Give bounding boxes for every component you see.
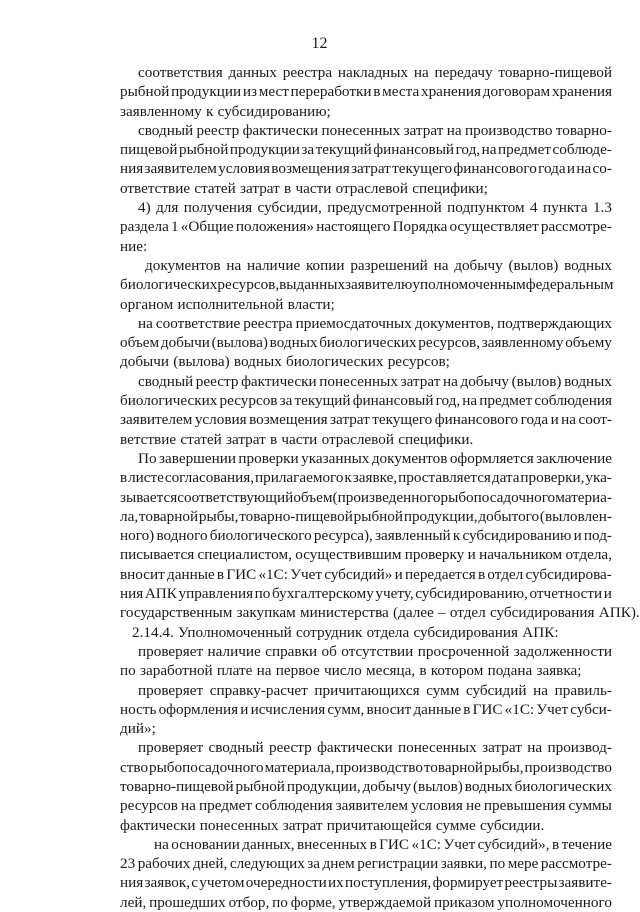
text-line: По завершении проверки указанных документов оформляется заключение (138, 449, 612, 467)
text-line: сводный реестр фактически понесенных затрат на добычу (вылов) водных (138, 372, 612, 390)
text-line: ла, товарной рыбы, товарно-пищевой рыбной продукции, добытого (выловлен- (120, 507, 612, 525)
text-line: заявленному к субсидированию; (120, 102, 331, 120)
text-line: ния заявок, с учетом очередности их поступления, формирует реестры заявите- (120, 874, 612, 892)
text-line: писывается специалистом, осуществившим проверку и начальником отдела, (120, 546, 612, 564)
text-line: 4) для получения субсидии, предусмотренной подпунктом 4 пункта 1.3 (138, 199, 612, 217)
text-line: биологических ресурсов за текущий финансовый год, на предмет соблюдения (120, 392, 612, 410)
text-line: проверяет справку-расчет причитающихся сумм субсидий на правиль- (138, 681, 612, 699)
text-line: по заработной плате на первое число месяца, в котором подана заявка; (120, 662, 582, 680)
text-line: биологических ресурсов, выданных заявителю уполномоченным федеральным (120, 276, 614, 294)
text-line: зывается соответствующий объем (произведенного рыбопосадочного материа- (120, 488, 612, 506)
page-number: 12 (311, 35, 328, 52)
text-line: ресурсов на предмет соблюдения заявителем условия не превышения суммы (120, 797, 612, 815)
document-body (120, 63, 640, 912)
text-line: соответствия данных реестра накладных на передачу товарно-пищевой (138, 64, 612, 81)
text-line: на соответствие реестра приемосдаточных документов, подтверждающих (138, 314, 612, 332)
text-line: добычи (вылова) водных биологических ресурсов; (120, 353, 450, 371)
text-line: заявителем условия возмещения затрат текущего финансового года и на соот- (120, 411, 612, 429)
text-line: товарно-пищевой рыбной продукции, добычу (вылов) водных биологических (120, 777, 612, 795)
text-line: 2.14.4. Уполномоченный сотрудник отдела субсидирования АПК: (132, 623, 559, 641)
text-line: документов на наличие копии разрешений на добычу (вылов) водных (145, 256, 612, 274)
text-line: ответствие статей затрат в части отраслевой специфики; (120, 179, 488, 197)
text-line: дий»; (120, 720, 156, 738)
text-line: проверяет сводный реестр фактически понесенных затрат на производ- (138, 739, 612, 757)
text-line: проверяет наличие справки об отсутствии просроченной задолженности (138, 642, 612, 660)
text-line: объем добычи (вылова) водных биологических ресурсов, заявленному объему (120, 334, 612, 352)
text-line: сводный реестр фактически понесенных затрат на производство товарно- (138, 121, 612, 139)
text-line: рыбной продукции из мест переработки в места хранения договорам хранения (120, 83, 612, 101)
text-line: государственным закупкам министерства (далее – отдел субсидирования АПК). (120, 604, 640, 622)
text-line: ние: (120, 237, 148, 255)
text-line: на основании данных, внесенных в ГИС «1С: Учет субсидий», в течение (154, 835, 612, 853)
text-line: пищевой рыбной продукции за текущий финансовый год, на предмет соблюде- (120, 141, 612, 159)
text-line: вносит данные в ГИС «1С: Учет субсидий» и передается в отдел субсидирова- (120, 565, 612, 583)
text-line: ного) водного биологического ресурса), заявленный к субсидированию и под- (120, 527, 612, 545)
text-line: органом исполнительной власти; (120, 295, 335, 313)
text-line: ство рыбопосадочного материала, производство товарной рыбы, производство (120, 758, 612, 776)
text-line: 23 рабочих дней, следующих за днем регистрации заявки, по мере рассмотре- (120, 855, 612, 873)
text-line: в листе согласования, прилагаемого к заявке, проставляется дата проверки, ука- (120, 469, 612, 487)
text-line: фактически понесенных затрат причитающейся сумме субсидии. (120, 816, 545, 834)
text-line: ность оформления и исчисления сумм, вносит данные в ГИС «1С: Учет субси- (120, 700, 612, 718)
text-line: ния заявителем условия возмещения затрат текущего финансового года и на со- (120, 160, 612, 178)
text-line: лей, прошедших отбор, по форме, утверждаемой приказом уполномоченного (120, 893, 612, 911)
text-line: ветствие статей затрат в части отраслевой специфики. (120, 430, 474, 448)
text-line: раздела 1 «Общие положения» настоящего Порядка осуществляет рассмотре- (120, 218, 612, 236)
text-line: ния АПК управления по бухгалтерскому учету, субсидированию, отчетности и (120, 585, 612, 603)
